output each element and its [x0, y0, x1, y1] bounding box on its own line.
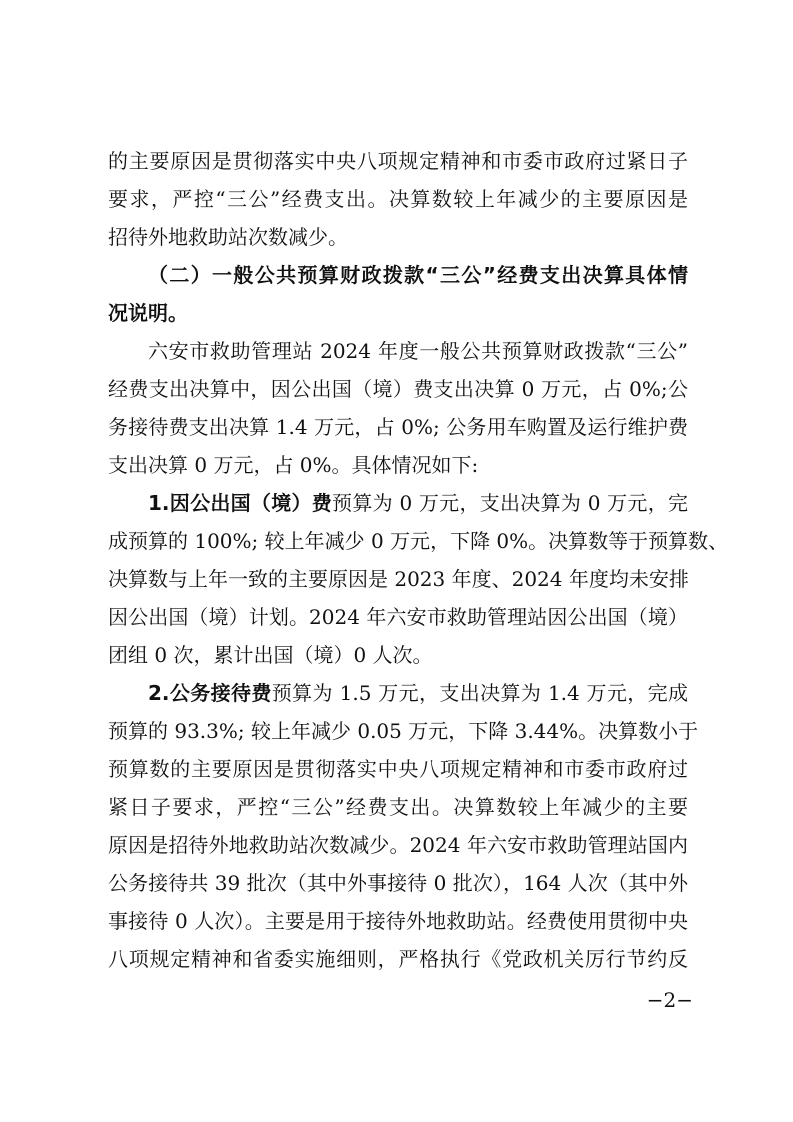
text-line: 原因是招待外地救助站次数减少。2024 年六安市救助管理站国内 [108, 833, 688, 857]
text-line: 团组 0 次，累计出国（境）0 人次。 [108, 643, 433, 667]
text-line [108, 674, 688, 712]
text-line [108, 484, 688, 522]
text-line: 因公出国（境）计划。2024 年六安市救助管理站因公出国（境） [108, 605, 688, 629]
text-line: 预算的 93.3%; 较上年减少 0.05 万元，下降 3.44%。决算数小于 [108, 719, 699, 743]
paragraph-summary [108, 332, 688, 484]
item-lead-reception: 2.公务接待费 [148, 681, 272, 705]
heading-line: 况说明。 [108, 301, 188, 325]
text-line: 成预算的 100%; 较上年减少 0 万元，下降 0%。决算数等于预算数、 [108, 529, 729, 553]
text-line: 紧日子要求，严控“三公”经费支出。决算数较上年减少的主要 [108, 795, 688, 819]
text-line: 决算数与上年一致的主要原因是 2023 年度、2024 年度均未安排 [108, 567, 689, 591]
paragraph-overseas-expenses [108, 484, 729, 674]
section-heading [108, 256, 688, 332]
text-line: 预算数的主要原因是贯彻落实中央八项规定精神和市委市政府过 [108, 757, 688, 781]
text-line: 八项规定精神和省委实施细则，严格执行《党政机关厉行节约反 [108, 947, 688, 971]
item-text: 预算为 0 万元，支出决算为 0 万元，完 [332, 491, 688, 515]
paragraph-reception-expenses [108, 674, 699, 978]
paragraph-continued [108, 142, 688, 256]
text-line: 要求，严控“三公”经费支出。决算数较上年减少的主要原因是 [108, 187, 688, 211]
heading-line: （二）一般公共预算财政拨款“三公”经费支出决算具体情 [148, 263, 688, 287]
text-line: 务接待费支出决算 1.4 万元，占 0%; 公务用车购置及运行维护费 [108, 415, 688, 439]
text-line: 支出决算 0 万元，占 0%。具体情况如下: [108, 453, 479, 477]
text-line: 事接待 0 人次）。主要是用于接待外地救助站。经费使用贯彻中央 [108, 909, 688, 933]
document-body [108, 142, 729, 978]
text-line: 的主要原因是贯彻落实中央八项规定精神和市委市政府过紧日子 [108, 149, 688, 173]
text-line: 六安市救助管理站 2024 年度一般公共预算财政拨款“三公” [148, 339, 688, 363]
item-text: 预算为 1.5 万元，支出决算为 1.4 万元，完成 [271, 681, 688, 705]
item-lead-overseas: 1.因公出国（境）费 [148, 491, 333, 515]
text-line: 招待外地救助站次数减少。 [108, 225, 348, 249]
text-line: 公务接待共 39 批次（其中外事接待 0 批次），164 人次（其中外 [108, 871, 688, 895]
page-number: −2− [646, 988, 693, 1012]
text-line: 经费支出决算中，因公出国（境）费支出决算 0 万元，占 0%;公 [108, 377, 688, 401]
